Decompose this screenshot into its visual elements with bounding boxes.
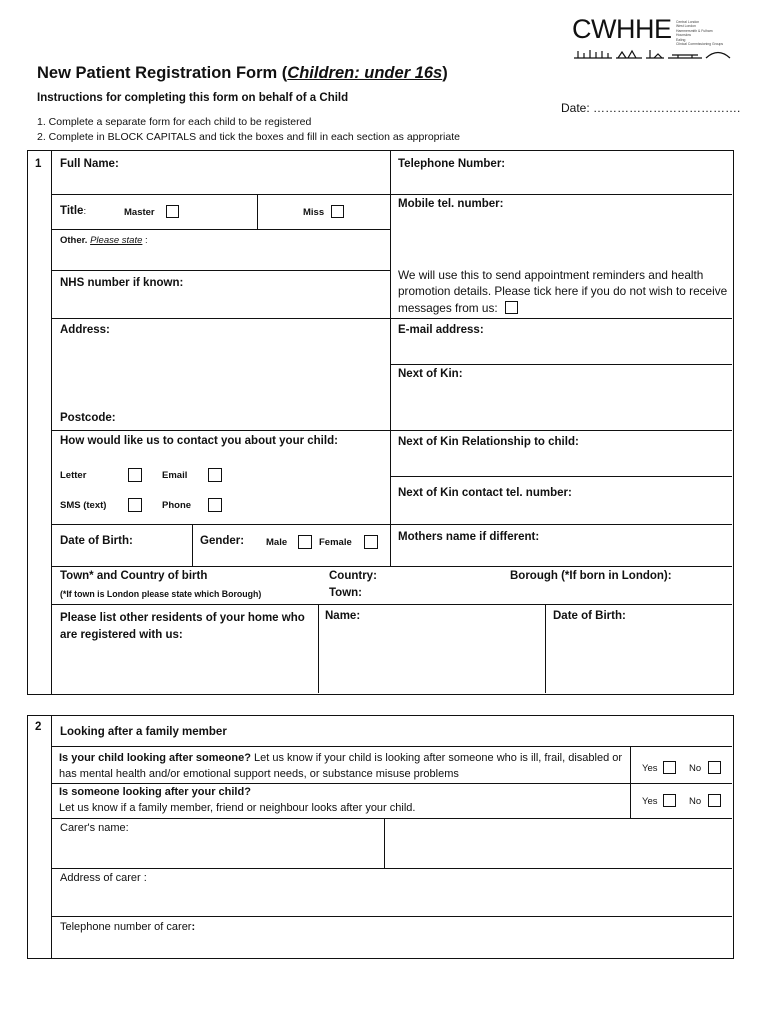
mothers-name-label: Mothers name if different:: [398, 531, 540, 543]
nok-relationship-label: Next of Kin Relationship to child:: [398, 436, 579, 448]
section-2-heading: Looking after a family member: [60, 726, 227, 738]
q2-no-label: No: [689, 796, 702, 807]
letter-label: Letter: [60, 470, 87, 481]
please-state-text: Please state: [90, 235, 143, 246]
carer-name-label: Carer's name:: [60, 822, 129, 834]
phone-label: Phone: [162, 500, 192, 511]
section-2-number: 2: [35, 721, 42, 733]
telephone-label: Telephone Number:: [398, 158, 506, 170]
next-of-kin-label: Next of Kin:: [398, 368, 463, 380]
sms-checkbox[interactable]: [128, 498, 142, 512]
town-note: (*If town is London please state which Borough): [60, 589, 262, 599]
title-prefix: New Patient Registration Form (: [37, 64, 288, 82]
other-label: [60, 235, 148, 246]
email-option-label: Email: [162, 470, 188, 481]
male-checkbox[interactable]: [298, 535, 312, 549]
gender-label: Gender:: [200, 535, 245, 547]
row-divider: [52, 818, 732, 819]
row-divider: [52, 916, 732, 917]
q1-no-label: No: [689, 763, 702, 774]
section-2-number-divider: [51, 716, 52, 958]
borough-label: Borough (*If born in London):: [510, 570, 672, 582]
question-1-text: Let us know if your child is looking after someone who is ill, frail, disabled or has mental health and/or emotional support needs, or substance misuse problems: [59, 752, 623, 780]
instructions-list: [37, 115, 460, 145]
resident-dob-label: Date of Birth:: [553, 610, 626, 622]
logo-subline: Ealing: [676, 37, 686, 42]
row-divider: [390, 194, 732, 195]
female-label: Female: [319, 537, 352, 548]
title-suffix: ): [442, 64, 448, 82]
date-field[interactable]: Date: ……………………………….: [561, 101, 741, 115]
other-text: Other.: [60, 235, 88, 246]
logo-sublines: [676, 20, 723, 46]
row-divider: [52, 318, 732, 319]
title-emphasis: Children: under 16s: [287, 64, 443, 82]
title-label-colon: :: [83, 206, 87, 217]
question-2-bold: Is someone looking after your child?: [59, 786, 251, 798]
row-divider: [52, 430, 732, 431]
no-messages-checkbox[interactable]: [505, 301, 518, 314]
logo-subline: Central London: [676, 20, 700, 24]
carer-name-divider: [384, 818, 385, 868]
email-label: E-mail address:: [398, 324, 484, 336]
town-label: Town:: [329, 587, 362, 599]
country-label: Country:: [329, 570, 377, 582]
instruction-item: 2. Complete in BLOCK CAPITALS and tick the boxes and fill in each section as appropriate: [37, 131, 460, 143]
q1-no-checkbox[interactable]: [708, 761, 721, 774]
dob-label: Date of Birth:: [60, 535, 133, 547]
miss-label: Miss: [303, 207, 325, 218]
residents-divider: [545, 604, 546, 693]
mobile-note-text: We will use this to send appointment reminders and health promotion details. Please tick here if you do not wish to receive messages from us:: [398, 268, 728, 315]
row-divider: [52, 566, 732, 567]
master-label: Master: [124, 207, 155, 218]
nok-tel-label: Next of Kin contact tel. number:: [398, 487, 572, 499]
title-label-text: Title: [60, 205, 84, 217]
mobile-note: [398, 268, 728, 317]
row-divider: [52, 194, 390, 195]
miss-checkbox[interactable]: [331, 205, 344, 218]
carer-tel-text: Telephone number of carer: [60, 921, 192, 933]
row-divider: [52, 229, 390, 230]
logo-subline: Hammersmith & Fulham: [676, 28, 713, 33]
mobile-label: Mobile tel. number:: [398, 198, 504, 210]
logo-subline: Hounslow: [676, 33, 691, 38]
phone-checkbox[interactable]: [208, 498, 222, 512]
male-label: Male: [266, 537, 288, 548]
row-divider: [52, 524, 732, 525]
nhs-number-label: NHS number if known:: [60, 277, 184, 289]
skyline-graphic: [572, 48, 732, 62]
town-country-label: Town* and Country of birth: [60, 570, 208, 582]
full-name-label: Full Name:: [60, 158, 119, 170]
instruction-item: 1. Complete a separate form for each child to be registered: [37, 116, 312, 128]
postcode-label: Postcode:: [60, 412, 116, 424]
logo-subline: West London: [676, 24, 696, 29]
dob-cell-divider: [192, 524, 193, 566]
residents-label: Please list other residents of your home who are registered with us:: [60, 612, 305, 641]
address-label: Address:: [60, 324, 110, 336]
resident-name-label: Name:: [325, 610, 361, 622]
email-checkbox[interactable]: [208, 468, 222, 482]
q2-yes-label: Yes: [642, 796, 658, 807]
letter-checkbox[interactable]: [128, 468, 142, 482]
cwhhe-logo: [572, 14, 732, 62]
row-divider: [52, 604, 732, 605]
logo-wordmark: CWHHE: [572, 14, 672, 44]
section-1-number-divider: [51, 151, 52, 694]
question-2-text: Let us know if a family member, friend or neighbour looks after your child.: [59, 801, 416, 814]
yesno-divider: [630, 746, 631, 818]
master-checkbox[interactable]: [166, 205, 179, 218]
row-divider: [390, 476, 732, 477]
row-divider: [52, 270, 390, 271]
female-checkbox[interactable]: [364, 535, 378, 549]
carer-tel-colon: :: [191, 921, 196, 933]
carer-address-label: Address of carer :: [60, 872, 147, 884]
row-divider: [52, 868, 732, 869]
question-2: [59, 785, 627, 816]
question-1-bold: Is your child looking after someone?: [59, 752, 251, 764]
carer-tel-label: [60, 921, 195, 933]
section-1-number: 1: [35, 158, 42, 170]
q1-yes-label: Yes: [642, 763, 658, 774]
residents-divider: [318, 604, 319, 693]
q2-no-checkbox[interactable]: [708, 794, 721, 807]
title-cell-divider: [257, 194, 258, 229]
q2-yes-checkbox[interactable]: [663, 794, 676, 807]
title-label: [60, 205, 86, 217]
question-1: [59, 751, 627, 782]
column-divider: [390, 151, 391, 567]
sms-label: SMS (text): [60, 500, 107, 511]
contact-question: How would like us to contact you about your child:: [60, 435, 338, 447]
q1-yes-checkbox[interactable]: [663, 761, 676, 774]
instructions-heading: Instructions for completing this form on behalf of a Child: [37, 92, 349, 104]
logo-subline: Clinical Commissioning Groups: [676, 42, 724, 47]
row-divider: [390, 364, 732, 365]
other-colon: :: [145, 235, 148, 246]
form-title: [37, 64, 448, 83]
